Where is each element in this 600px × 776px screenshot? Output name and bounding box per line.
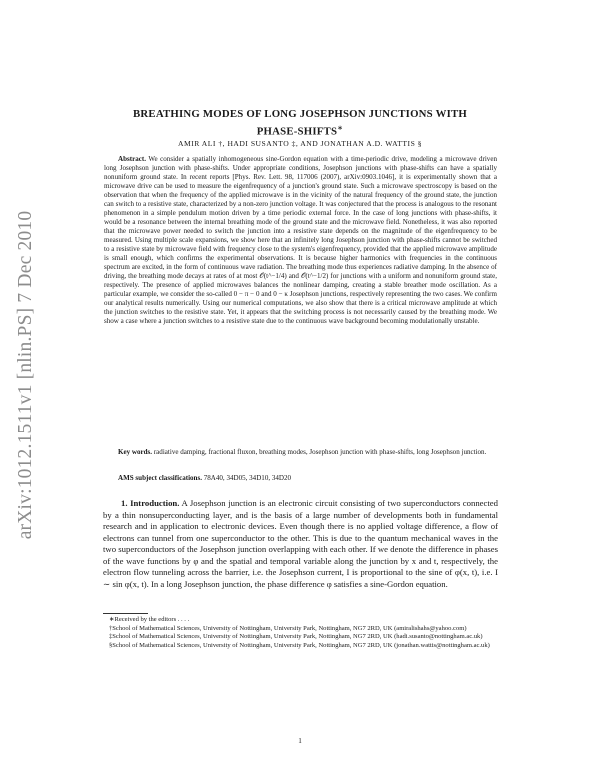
title-line-1: BREATHING MODES OF LONG JOSEPHSON JUNCTIONS WITH <box>133 108 467 120</box>
abstract-label: Abstract. <box>118 155 146 163</box>
abstract-text: We consider a spatially inhomogeneous sine-Gordon equation with a time-periodic drive, modeling a microwave driven long Josephson junction with phase-shifts. Under appropriate conditions, Josephson junctions with phase-shifts can have a spatially nonuniform ground state. In recent reports [Phys. Rev. Lett. 98, 117006 (2007), arXiv:0903.1046], it is experimentally shown that a microwave drive can be used to measure the eigenfrequency of a junction's ground state. Such a microwave spectroscopy is based on the observation that when the frequency of the applied microwave is in the vicinity of the natural frequency of the ground state, the junction can switch to a resistive state, characterized by a non-zero junction voltage. It was conjectured that the process is analogous to the resonant phenomenon in a simple pendulum motion driven by a time periodic external force. In the case of long junctions with phase-shifts, it would be a resonance between the internal breathing mode of the ground state and the microwave field. Nonetheless, it was also reported that the microwave power needed to switch the junction into a resistive state depends on the magnitude of the eigenfrequency to be measured. Using multiple scale expansions, we show here that an infinitely long Josephson junction with phase-shifts cannot be switched to a resistive state by microwave field with frequency close to the system's eigenfrequency, provided that the applied microwave amplitude is small enough, which confirms the experimental observations. It is because higher harmonics with frequencies in the continuous spectrum are excited, in the form of continuous wave radiation. The breathing mode thus experiences radiative damping. In the absence of driving, the breathing mode decays at rates of at most 𝒪(t^−1/4) and 𝒪(t^−1/2) for junctions with a uniform and nonuniform ground state, respectively. The presence of applied microwaves balances the nonlinear damping, creating a stable breather mode oscillation. As a particular example, we consider the so-called 0 − π − 0 and 0 − κ Josephson junctions, respectively representing the two cases. We confirm our analytical results numerically. Using our numerical computations, we also show that there is a critical microwave amplitude at which the junction switches to the resistive state. Yet, it appears that the switching process is not necessarily caused by the breathing mode. We show a case where a junction switches to a resistive state due to the continuous wave background becoming modulationally unstable. <box>104 155 497 326</box>
introduction-section <box>103 498 498 590</box>
intro-heading: 1. Introduction. <box>121 498 180 508</box>
title-footnote-mark: ∗ <box>337 123 344 132</box>
intro-text: A Josephson junction is an electronic circuit consisting of two superconductors connected by a thin nonsuperconducting layer, and is the basis of a large number of developments both in fundamental research and in application to electronic devices. Even though there is no applied voltage difference, a flow of electrons can tunnel from one superconductor to the other. This is due to the quantum mechanical waves in the two superconductors of the Josephson junction overlapping with each other. If we denote the difference in phases of the wave functions by φ and the spatial and temporal variable along the junction by x and t, respectively, the electron flow tunneling across the barrier, i.e. the Josephson current, I is proportional to the sine of φ(x, t), i.e. I ∼ sin φ(x, t). In a long Josephson junction, the phase difference φ satisfies a sine-Gordon equation. <box>103 498 498 589</box>
page-number: 1 <box>298 737 302 745</box>
keywords-text: radiative damping, fractional fluxon, breathing modes, Josephson junction with phase-shifts, long Josephson junction. <box>153 448 487 456</box>
keywords-label: Key words. <box>118 448 153 456</box>
paper-title <box>95 108 505 139</box>
footnote-author-3: §School of Mathematical Sciences, University of Nottingham, University Park, Nottingham, NG7 2RD, UK (jonathan.wattis@nottingham.ac.uk) <box>109 641 490 649</box>
ams-codes: 78A40, 34D05, 34D10, 34D20 <box>203 474 292 482</box>
keywords <box>104 448 497 457</box>
footnote-author-2: ‡School of Mathematical Sciences, University of Nottingham, University Park, Nottingham, NG7 2RD, UK (hadi.susanto@nottingham.ac.uk) <box>109 633 483 641</box>
footnote-author-1: †School of Mathematical Sciences, University of Nottingham, University Park, Nottingham, NG7 2RD, UK (amiralishahs@yahoo.com) <box>109 624 467 632</box>
ams-label: AMS subject classifications. <box>118 474 202 482</box>
arxiv-stamp <box>14 190 38 560</box>
footnotes <box>103 616 498 650</box>
ams-classifications <box>118 474 498 482</box>
footnote-received: ∗Received by the editors . . . . <box>109 616 190 623</box>
abstract <box>104 155 497 326</box>
footnote-rule <box>103 613 148 614</box>
authors: AMIR ALI †, HADI SUSANTO ‡, AND JONATHAN A.D. WATTIS § <box>178 139 422 148</box>
title-line-2: PHASE-SHIFTS <box>256 125 338 138</box>
arxiv-stamp-text: arXiv:1012.1511v1 [nlin.PS] 7 Dec 2010 <box>15 210 36 540</box>
